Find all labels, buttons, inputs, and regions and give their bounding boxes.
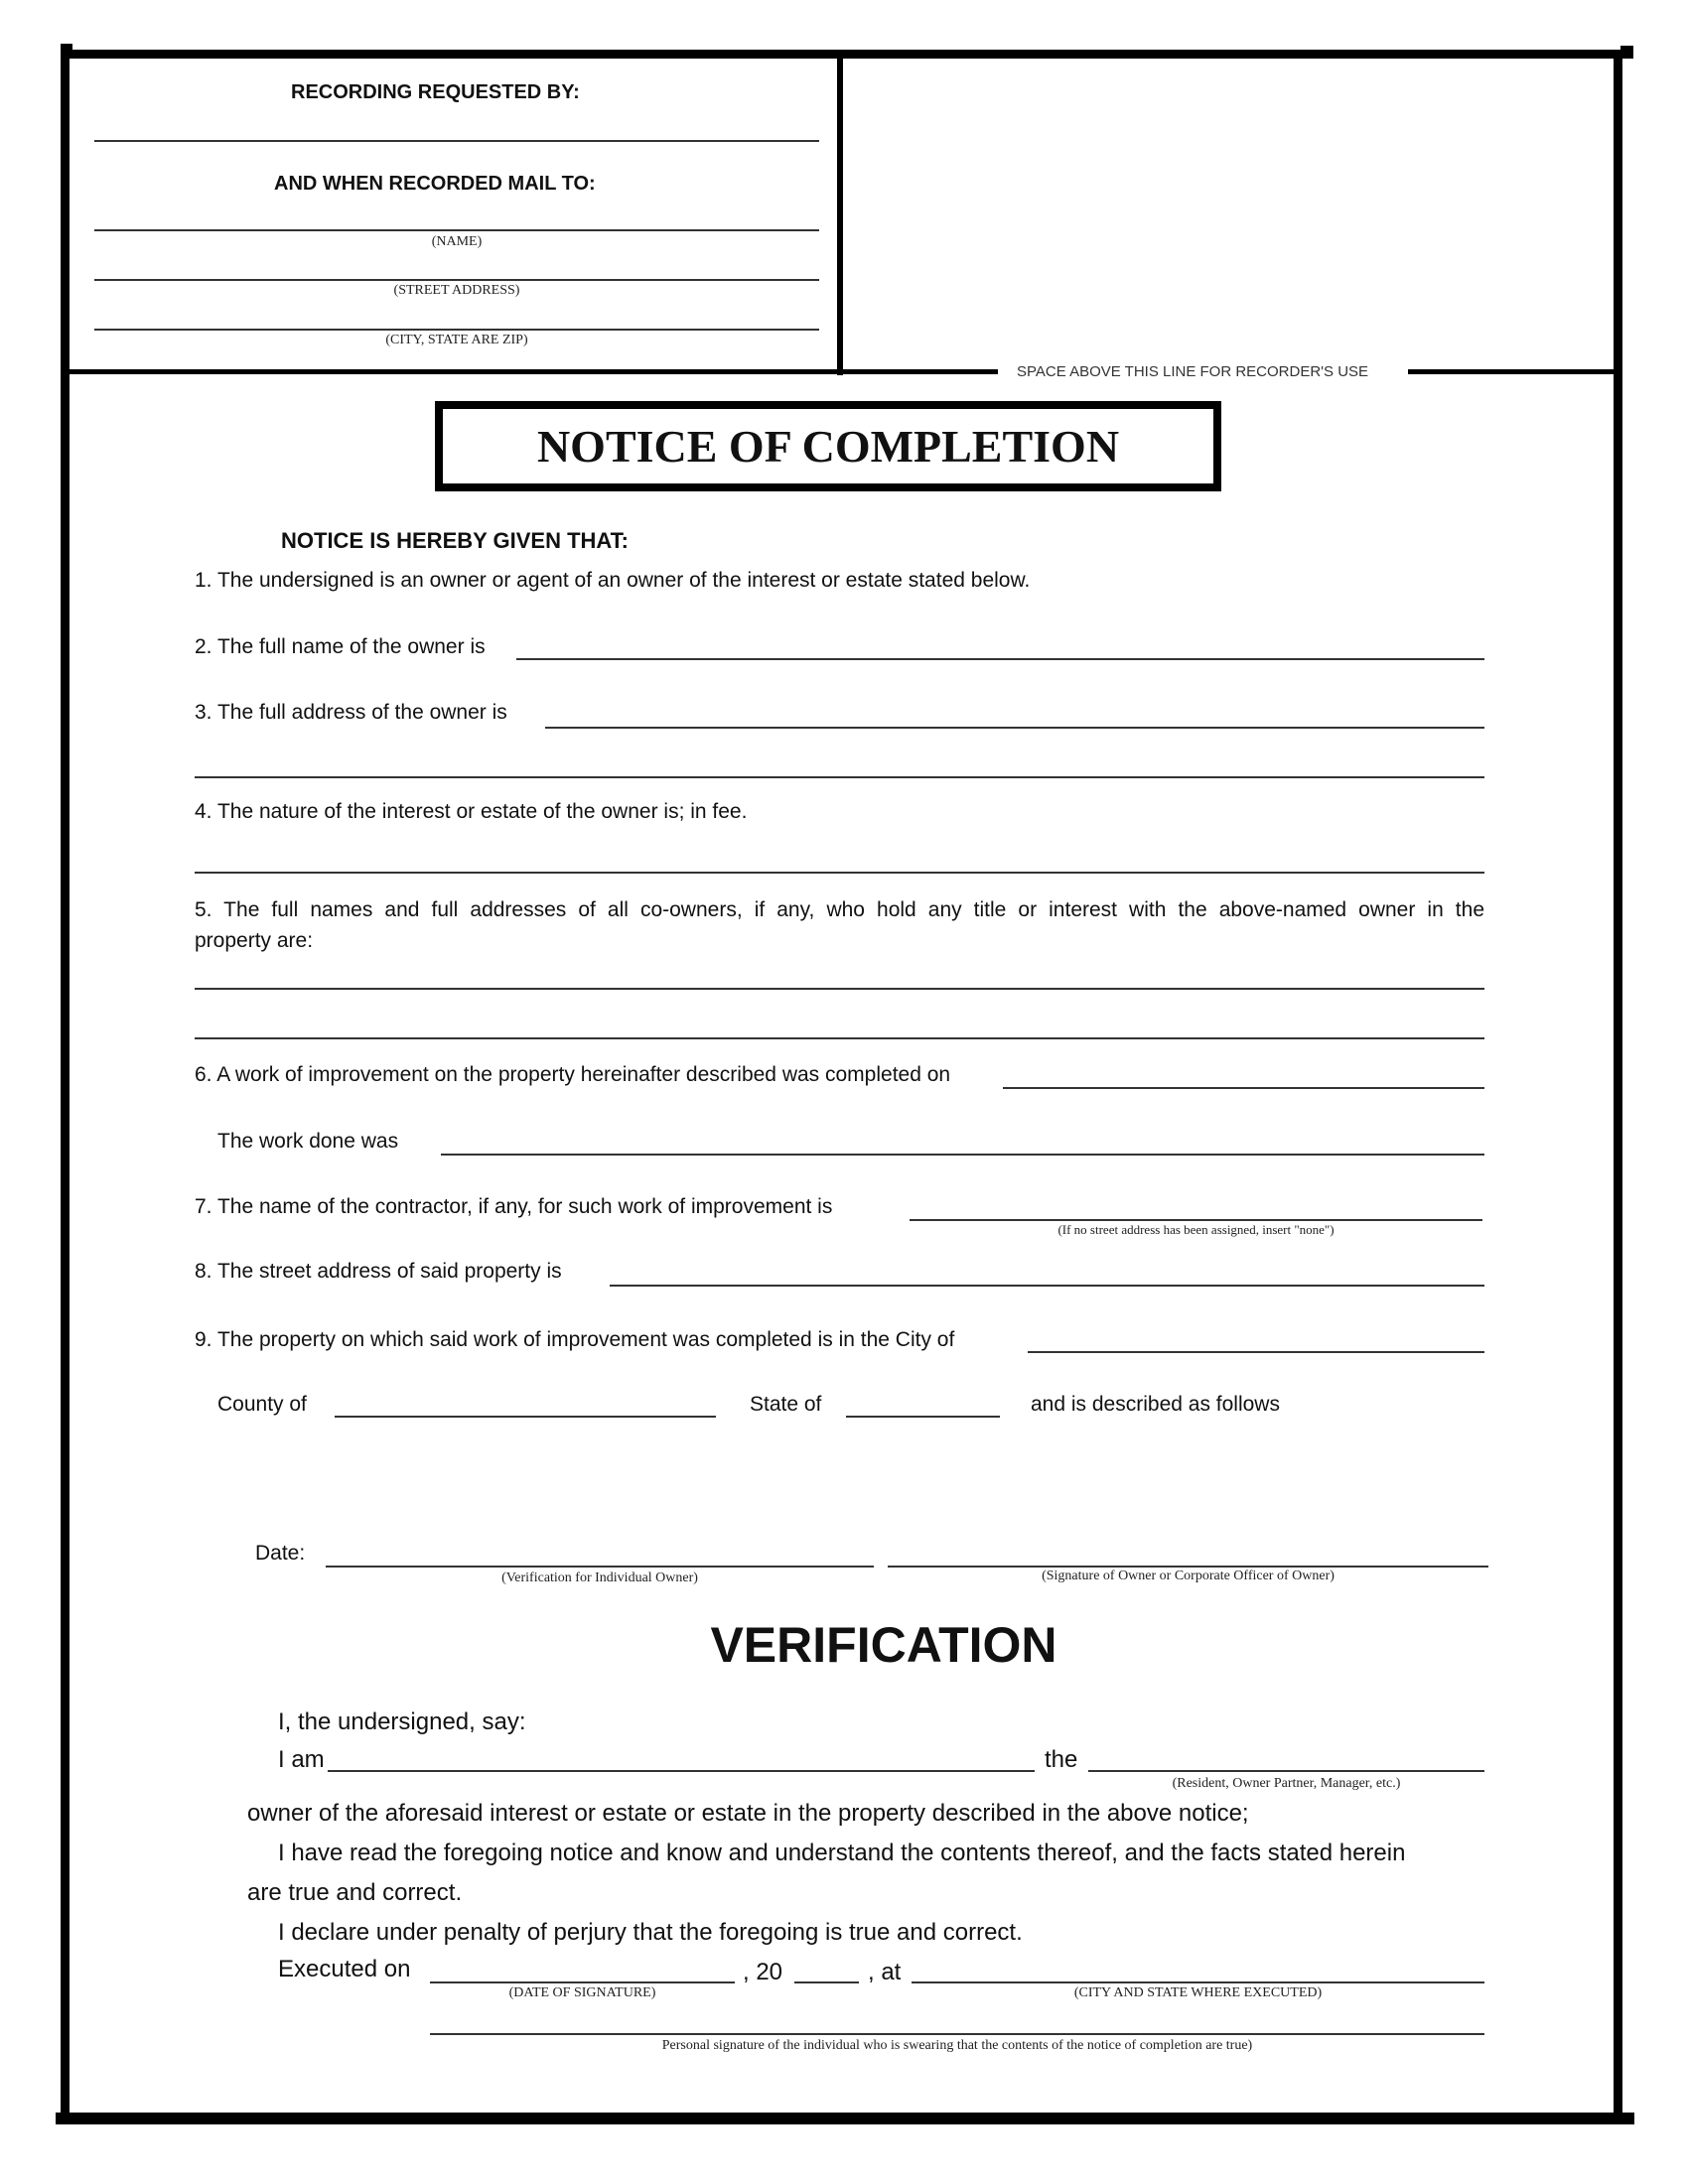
work-done-label: The work done was: [217, 1130, 399, 1153]
year-prefix-label: , 20: [743, 1959, 783, 1985]
described-label: and is described as follows: [1031, 1393, 1280, 1416]
execution-city-line[interactable]: [912, 1981, 1484, 1983]
recording-requested-label: RECORDING REQUESTED BY:: [291, 81, 580, 103]
execution-date-caption: (DATE OF SIGNATURE): [508, 1985, 656, 2000]
frame-corner-tr: [1620, 46, 1633, 59]
street-address-line[interactable]: [610, 1285, 1484, 1287]
street-caption: (STREET ADDRESS): [393, 283, 520, 298]
verification-individual-caption: (Verification for Individual Owner): [501, 1570, 698, 1585]
header-bottom-left: [61, 369, 998, 374]
item-8-label: 8. The street address of said property is: [195, 1260, 562, 1283]
frame-bottom: [56, 2113, 1634, 2124]
state-label: State of: [750, 1393, 822, 1416]
county-label: County of: [217, 1393, 307, 1416]
owner-name-line[interactable]: [516, 658, 1484, 660]
page-title: NOTICE OF COMPLETION: [536, 421, 1120, 472]
date-signature-line[interactable]: [326, 1566, 874, 1568]
city-caption: (CITY, STATE ARE ZIP): [385, 333, 528, 347]
i-am-label: I am: [278, 1746, 325, 1773]
item-3-label: 3. The full address of the owner is: [195, 701, 507, 724]
the-label: the: [1045, 1746, 1078, 1773]
personal-signature-caption: Personal signature of the individual who is swearing that the contents of the notice of completion are true): [661, 2038, 1253, 2053]
execution-date-line[interactable]: [430, 1981, 735, 1983]
role-caption: (Resident, Owner Partner, Manager, etc.): [1172, 1776, 1401, 1791]
header-vertical-divider: [837, 50, 843, 375]
executed-on-label: Executed on: [278, 1956, 411, 1982]
undersigned-say: I, the undersigned, say:: [278, 1708, 526, 1735]
item-5-line-2: property are:: [195, 929, 314, 952]
owner-signature-line[interactable]: [888, 1566, 1488, 1568]
item-6-label: 6. A work of improvement on the property hereinafter described was completed on: [195, 1063, 951, 1086]
interest-line[interactable]: [195, 872, 1484, 874]
perjury-declaration: I declare under penalty of perjury that the foregoing is true and correct.: [278, 1919, 1023, 1946]
execution-city-caption: (CITY AND STATE WHERE EXECUTED): [1073, 1985, 1323, 2000]
recorder-use-label: SPACE ABOVE THIS LINE FOR RECORDER'S USE: [1017, 363, 1369, 380]
read-statement-line-2: are true and correct.: [247, 1879, 463, 1906]
city-of-line[interactable]: [1028, 1351, 1484, 1353]
owner-address-line-2[interactable]: [195, 776, 1484, 778]
read-statement-line-1: I have read the foregoing notice and know and understand the contents thereof, and the facts stated herein: [278, 1840, 1406, 1866]
year-line[interactable]: [794, 1981, 859, 1983]
i-am-line[interactable]: [328, 1770, 1035, 1772]
item-5-line-1: 5. The full names and full addresses of all co-owners, if any, who hold any title or interest with the above-named owner in the: [195, 898, 1484, 921]
mail-to-label: AND WHEN RECORDED MAIL TO:: [274, 173, 596, 195]
contractor-line[interactable]: [910, 1219, 1482, 1221]
co-owners-line-2[interactable]: [195, 1037, 1484, 1039]
city-line[interactable]: [94, 329, 819, 331]
frame-corner-tl: [61, 44, 72, 56]
owner-address-line-1[interactable]: [545, 727, 1484, 729]
frame-top: [61, 50, 1631, 59]
completion-date-line[interactable]: [1003, 1087, 1484, 1089]
item-2-label: 2. The full name of the owner is: [195, 635, 486, 658]
frame-left: [61, 50, 70, 2124]
frame-right: [1614, 50, 1622, 2124]
name-caption: (NAME): [431, 234, 483, 249]
date-label: Date:: [255, 1542, 306, 1565]
notice-intro: NOTICE IS HEREBY GIVEN THAT:: [281, 528, 630, 553]
owner-signature-caption: (Signature of Owner or Corporate Officer of Owner): [1042, 1569, 1335, 1583]
county-line[interactable]: [335, 1416, 716, 1418]
street-line[interactable]: [94, 279, 819, 281]
recording-requested-line[interactable]: [94, 140, 819, 142]
name-line[interactable]: [94, 229, 819, 231]
personal-signature-line[interactable]: [430, 2033, 1484, 2035]
at-label: , at: [868, 1959, 902, 1985]
contractor-caption: (If no street address has been assigned, insert "none"): [1057, 1222, 1335, 1237]
item-1: 1. The undersigned is an owner or agent of an owner of the interest or estate stated below.: [195, 569, 1031, 592]
verification-title: VERIFICATION: [710, 1617, 1057, 1673]
item-9-label: 9. The property on which said work of improvement was completed is in the City of: [195, 1328, 955, 1351]
header-bottom-right: [1408, 369, 1622, 374]
state-line[interactable]: [846, 1416, 1000, 1418]
co-owners-line-1[interactable]: [195, 988, 1484, 990]
item-7-label: 7. The name of the contractor, if any, for such work of improvement is: [195, 1195, 833, 1218]
role-line[interactable]: [1088, 1770, 1484, 1772]
work-done-line[interactable]: [441, 1154, 1484, 1156]
owner-statement: owner of the aforesaid interest or estate or estate in the property described in the above notice;: [247, 1800, 1249, 1827]
item-4: 4. The nature of the interest or estate of the owner is; in fee.: [195, 800, 748, 823]
